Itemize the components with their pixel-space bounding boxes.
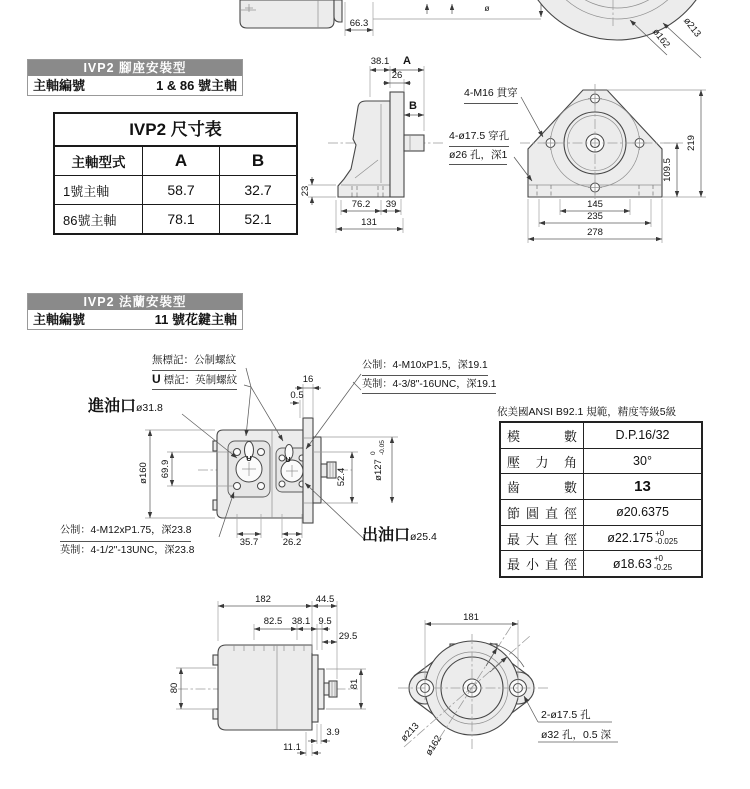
section-title-flange: IVP2 法蘭安裝型 xyxy=(28,294,242,310)
row-shaft-1-a: 58.7 xyxy=(143,176,220,204)
top-fragment-drawing xyxy=(240,0,715,58)
shaft-no-label: 主軸編號 xyxy=(33,78,86,93)
spline-label-min: 最小直徑 xyxy=(507,557,577,573)
spline-value-angle: 30° xyxy=(633,454,652,468)
note-4-d17-5: 4-ø17.5 穿孔 xyxy=(449,128,509,147)
inlet-label xyxy=(88,398,163,418)
flange-mount-header xyxy=(27,293,243,330)
dim-fragment-dia: ø xyxy=(484,3,490,13)
dim-dia127-tol-bot: -0.05 xyxy=(379,440,386,455)
dim-145: 145 xyxy=(587,199,603,210)
inlet-title: 進油口 xyxy=(88,398,137,415)
foot-mount-front-view xyxy=(514,84,706,243)
size-table xyxy=(53,112,298,235)
flange-mount-drawing xyxy=(138,368,398,548)
pilot-boss xyxy=(313,437,321,503)
u-mark-note: U xyxy=(152,371,161,386)
inlet-metric-spec: 公制：4-M12xP1.75，深23.8 xyxy=(60,522,191,542)
dim-35-7: 35.7 xyxy=(239,537,259,548)
dim-52-4: 52.4 xyxy=(336,467,347,487)
dim-dia213-bottom: ø213 xyxy=(398,720,422,744)
note-metric-thread: 無標記：公制螺紋 xyxy=(152,352,236,371)
table-row xyxy=(55,205,296,233)
dim-82-5: 82.5 xyxy=(263,616,283,627)
inlet-inch-spec: 英制：4-1/2"-13UNC，深23.8 xyxy=(60,544,195,556)
dim-81: 81 xyxy=(349,678,360,690)
dim-dia162-bottom: ø162 xyxy=(423,733,445,758)
dim-66-3: 66.3 xyxy=(349,18,369,29)
outlet-label xyxy=(362,527,437,547)
note-4-m16: 4-M16 貫穿 xyxy=(464,85,518,104)
table-row xyxy=(501,526,701,552)
spline-table xyxy=(499,421,703,578)
bottom-hole-note xyxy=(541,705,611,745)
mount-plate xyxy=(390,92,404,197)
size-table-title: IVP2 尺寸表 xyxy=(55,114,296,147)
note-d32: ø32 孔，0.5 深 xyxy=(541,729,612,741)
tol-bot: -0.25 xyxy=(653,562,673,572)
dim-39: 39 xyxy=(385,199,397,210)
dim-9-5: 9.5 xyxy=(318,616,332,627)
dim-131: 131 xyxy=(361,217,377,228)
spline-label-pitch: 節圓直徑 xyxy=(507,505,577,521)
u-mark-outlet: U xyxy=(285,455,291,464)
dim-dia162-top: ø162 xyxy=(649,26,672,51)
table-row xyxy=(501,449,701,475)
row-shaft-86-b: 52.1 xyxy=(244,211,272,227)
tol-top: +0 xyxy=(653,554,663,564)
spline-label-module: 模數 xyxy=(507,428,577,444)
dim-26-2: 26.2 xyxy=(282,537,302,548)
spline-table-caption: 依美國ANSI B92.1 規範，精度等級5級 xyxy=(497,406,677,418)
spline-label-angle: 壓力角 xyxy=(507,454,577,470)
dim-dia213-top: ø213 xyxy=(680,15,703,40)
row-shaft-1: 1號主軸 xyxy=(55,176,143,204)
spline-value-pitch: ø20.6375 xyxy=(616,505,669,520)
dim-16: 16 xyxy=(302,374,314,385)
dim-76-2: 76.2 xyxy=(351,199,371,210)
bolt-note-label xyxy=(464,85,518,104)
shaft-no-value: 1 & 86 號主軸 xyxy=(156,78,237,93)
row-shaft-86: 86號主軸 xyxy=(55,205,143,233)
spline-shaft-side xyxy=(329,681,337,697)
dim-219: 219 xyxy=(686,135,697,151)
col-header-b: B xyxy=(251,151,265,170)
outlet-thread-spec xyxy=(362,357,496,394)
dim-dia127: ø127 xyxy=(373,459,384,481)
col-header-shaft: 主軸型式 xyxy=(55,147,143,175)
outlet-metric-spec: 公制：4-M10xP1.5，深19.1 xyxy=(362,357,488,376)
dim-dia160: ø160 xyxy=(138,462,149,484)
dim-181: 181 xyxy=(463,612,479,623)
dim-B: B xyxy=(409,100,417,112)
note-2-d17-5: 2-ø17.5 孔 xyxy=(541,709,591,721)
tol-top: +0 xyxy=(655,528,665,538)
row-shaft-86-a: 78.1 xyxy=(143,205,220,233)
dim-182: 182 xyxy=(255,594,271,605)
outlet-dia: ø25.4 xyxy=(410,531,437,543)
spline-label-teeth: 齒數 xyxy=(507,480,577,496)
dim-26: 26 xyxy=(391,70,403,81)
foot-mount-side-view xyxy=(300,55,443,233)
flange-plate-side xyxy=(312,655,318,722)
inlet-dia: ø31.8 xyxy=(136,402,163,414)
dim-44-5: 44.5 xyxy=(315,594,335,605)
dim-69-9: 69.9 xyxy=(160,459,171,479)
row-shaft-1-b: 32.7 xyxy=(244,182,272,198)
spline-value-teeth: 13 xyxy=(634,478,651,496)
hole-note-label xyxy=(449,128,509,165)
table-row xyxy=(55,176,296,205)
dim-29-5: 29.5 xyxy=(338,631,358,642)
dim-235: 235 xyxy=(587,211,603,222)
shaft-no-value-2: 11 號花鍵主軸 xyxy=(154,312,237,327)
outlet-title: 出油口 xyxy=(362,527,411,544)
bracket-body xyxy=(338,101,390,197)
spline-label-max: 最大直徑 xyxy=(507,531,577,547)
dim-38-1: 38.1 xyxy=(370,56,390,67)
table-row xyxy=(501,423,701,449)
dim-3-9: 3.9 xyxy=(326,727,340,738)
shaft-stub xyxy=(404,135,424,151)
dim-80: 80 xyxy=(169,682,180,694)
flange-mount-side-view xyxy=(169,594,366,756)
table-row xyxy=(501,474,701,500)
shaft-no-label-2: 主軸編號 xyxy=(33,312,86,327)
spline-value-module: D.P.16/32 xyxy=(615,428,670,443)
dim-A: A xyxy=(403,55,411,67)
note-inch-thread: 標記：英制螺紋 xyxy=(160,373,238,386)
tol-bot: -0.025 xyxy=(655,537,678,547)
spline-value-min: ø18.63 xyxy=(612,556,652,571)
dim-dia127-tol-top: 0 xyxy=(370,451,377,455)
section-title-foot: IVP2 腳座安裝型 xyxy=(28,60,242,76)
thread-notes xyxy=(152,352,237,390)
table-row xyxy=(501,500,701,526)
spline-value-max: ø22.175 xyxy=(607,531,654,546)
dim-0-5: 0.5 xyxy=(290,390,304,401)
col-header-a: A xyxy=(143,147,220,175)
u-mark-inlet: U xyxy=(246,454,252,463)
outlet-inch-spec: 英制：4-3/8"-16UNC，深19.1 xyxy=(362,376,496,395)
dim-278: 278 xyxy=(587,227,603,238)
table-row xyxy=(501,551,701,576)
dim-23: 23 xyxy=(300,185,311,197)
spline-shaft xyxy=(327,462,336,478)
inlet-thread-spec xyxy=(60,522,194,560)
flange-plate xyxy=(303,418,313,523)
dim-109-5: 109.5 xyxy=(662,158,673,182)
dim-11-1: 11.1 xyxy=(283,742,301,753)
pump-body-side xyxy=(218,645,312,730)
dim-38-1b: 38.1 xyxy=(291,616,311,627)
note-d26: ø26 孔，深1 xyxy=(449,147,507,166)
foot-mount-header xyxy=(27,59,243,96)
